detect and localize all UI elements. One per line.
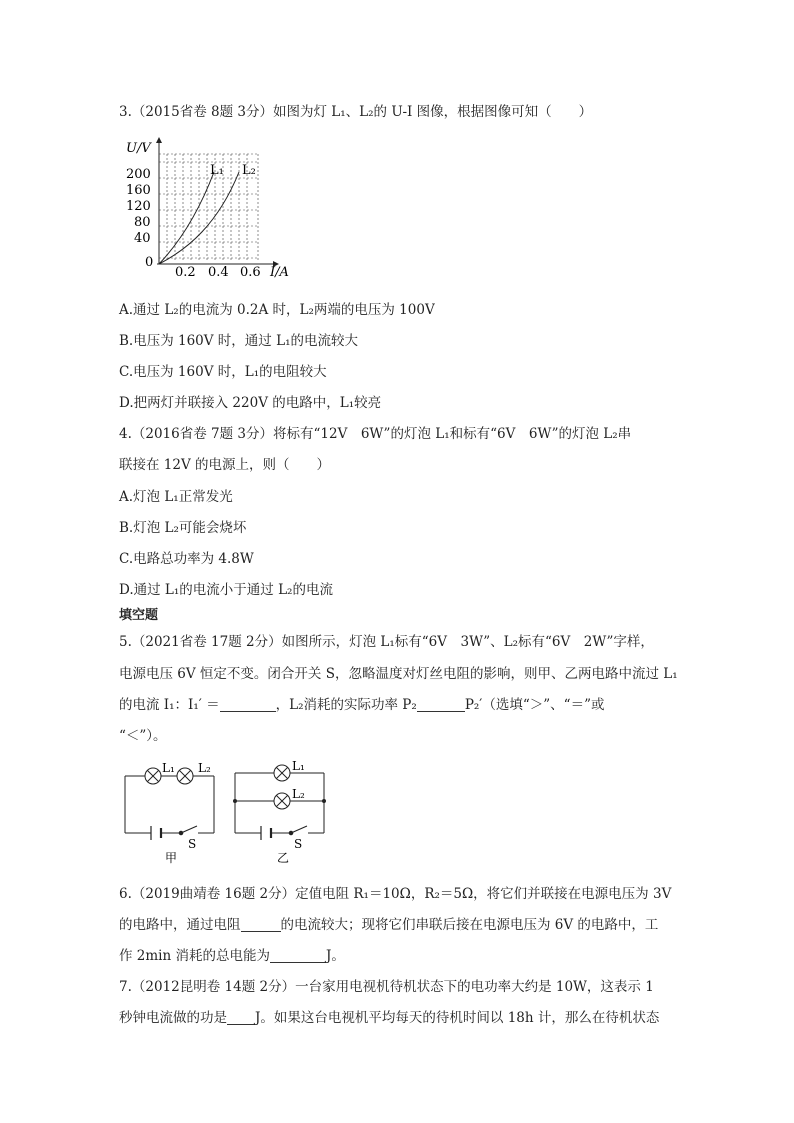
circuit-yi (228, 758, 338, 868)
q7-line1: 7.（2012昆明卷 14题 2分）一台家用电视机待机状态下的电功率大约是 10W，这表示 1 (119, 979, 654, 995)
q6-line3-part-a: 作 2min 消耗的总电能为 (119, 948, 270, 964)
curve-label-l1: L₁ (210, 163, 224, 178)
q5-line2: 电源电压 6V 恒定不变。闭合开关 S，忽略温度对灯丝电阻的影响，则甲、乙两电路中流过 L₁ (119, 666, 678, 682)
y-axis-label: U/V (126, 141, 151, 156)
y-tick-160: 160 (126, 183, 151, 198)
q7-line2-part-a: 秒钟电流做的功是 (119, 1010, 227, 1026)
section-heading-fill-in: 填空题 (119, 608, 159, 623)
q5-line1: 5.（2021省卷 17题 2分）如图所示，灯泡 L₁标有“6V 3W”、L₂标有“6V 2W”字样， (119, 634, 654, 650)
x-axis-label: I/A (270, 265, 289, 279)
circuit-yi-l1-label: L₁ (292, 759, 305, 773)
q6-line3-part-b: J。 (326, 948, 345, 964)
q3-option-d: D.把两灯并联接入 220V 的电路中，L₁较亮 (119, 395, 382, 411)
circuit-yi-l2-label: L₂ (292, 787, 305, 801)
q4-option-a: A.灯泡 L₁正常发光 (119, 489, 233, 505)
q6-line3 (119, 946, 345, 966)
q6-blank-resistor[interactable] (241, 917, 281, 932)
circuit-jia-l1-label: L₁ (162, 761, 175, 775)
x-tick-0.4: 0.4 (208, 265, 229, 279)
origin-label: 0 (145, 255, 154, 270)
q6-line2-part-a: 的电路中，通过电阻 (119, 917, 241, 933)
q3-stem: 3.（2015省卷 8题 3分）如图为灯 L₁、L₂的 U-I 图像，根据图像可知（ ） (119, 104, 593, 120)
x-tick-0.2: 0.2 (175, 265, 196, 279)
q5-line3-part-c: P₂′（选填“＞”、“＝”或 (464, 697, 605, 713)
q7-line2-part-b: J。如果这台电视机平均每天的待机时间以 18h 计，那么在待机状态 (255, 1010, 660, 1026)
q7-line2 (119, 1008, 659, 1028)
q5-blank-current-ratio[interactable] (220, 697, 276, 712)
q4-option-b: B.灯泡 L₂可能会烧坏 (119, 520, 247, 536)
q4-stem-line2: 联接在 12V 的电源上，则（ ） (119, 457, 331, 473)
junction-left-dot (233, 799, 237, 803)
y-tick-80: 80 (134, 215, 151, 230)
curve-label-l2: L₂ (242, 163, 256, 178)
circuit-yi-caption: 乙 (277, 851, 290, 865)
x-tick-0.6: 0.6 (240, 265, 261, 279)
q5-line3 (119, 695, 604, 715)
q3-option-a: A.通过 L₂的电流为 0.2A 时，L₂两端的电压为 100V (119, 302, 435, 318)
q4-option-c: C.电路总功率为 4.8W (119, 551, 254, 567)
q6-line2-part-b: 的电流较大；现将它们串联后接在电源电压为 6V 的电路中，工 (280, 917, 659, 933)
circuit-yi-switch-label: S (294, 837, 303, 851)
q4-option-d: D.通过 L₁的电流小于通过 L₂的电流 (119, 582, 333, 598)
junction-right-dot (322, 799, 326, 803)
q5-line3-part-b: ，L₂消耗的实际功率 P₂ (275, 697, 417, 713)
q4-stem-line1: 4.（2016省卷 7题 3分）将标有“12V 6W”的灯泡 L₁和标有“6V 6W”的灯泡 L₂串 (119, 426, 632, 442)
q7-blank-work[interactable] (227, 1010, 255, 1025)
circuit-jia (118, 758, 228, 868)
q6-line2 (119, 915, 658, 935)
circuit-jia-l2-label: L₂ (198, 761, 211, 775)
q6-line1: 6.（2019曲靖卷 16题 2分）定值电阻 R₁＝10Ω，R₂＝5Ω，将它们并联接在电源电压为 3V (119, 886, 672, 902)
circuit-jia-switch-label: S (188, 837, 197, 851)
q5-blank-power-compare[interactable] (417, 697, 465, 712)
y-tick-200: 200 (126, 167, 151, 182)
q5-line3-part-a: 的电流 I₁：I₁′ ＝ (119, 697, 220, 713)
q3-option-b: B.电压为 160V 时，通过 L₁的电流较大 (119, 333, 358, 349)
q3-ui-graph (118, 134, 308, 279)
circuit-jia-caption: 甲 (165, 851, 178, 865)
q3-option-c: C.电压为 160V 时，L₁的电阻较大 (119, 364, 327, 380)
y-tick-120: 120 (126, 199, 151, 214)
q6-blank-energy[interactable] (270, 948, 326, 963)
y-tick-40: 40 (134, 231, 151, 246)
q5-line4: “＜”）。 (119, 728, 167, 744)
